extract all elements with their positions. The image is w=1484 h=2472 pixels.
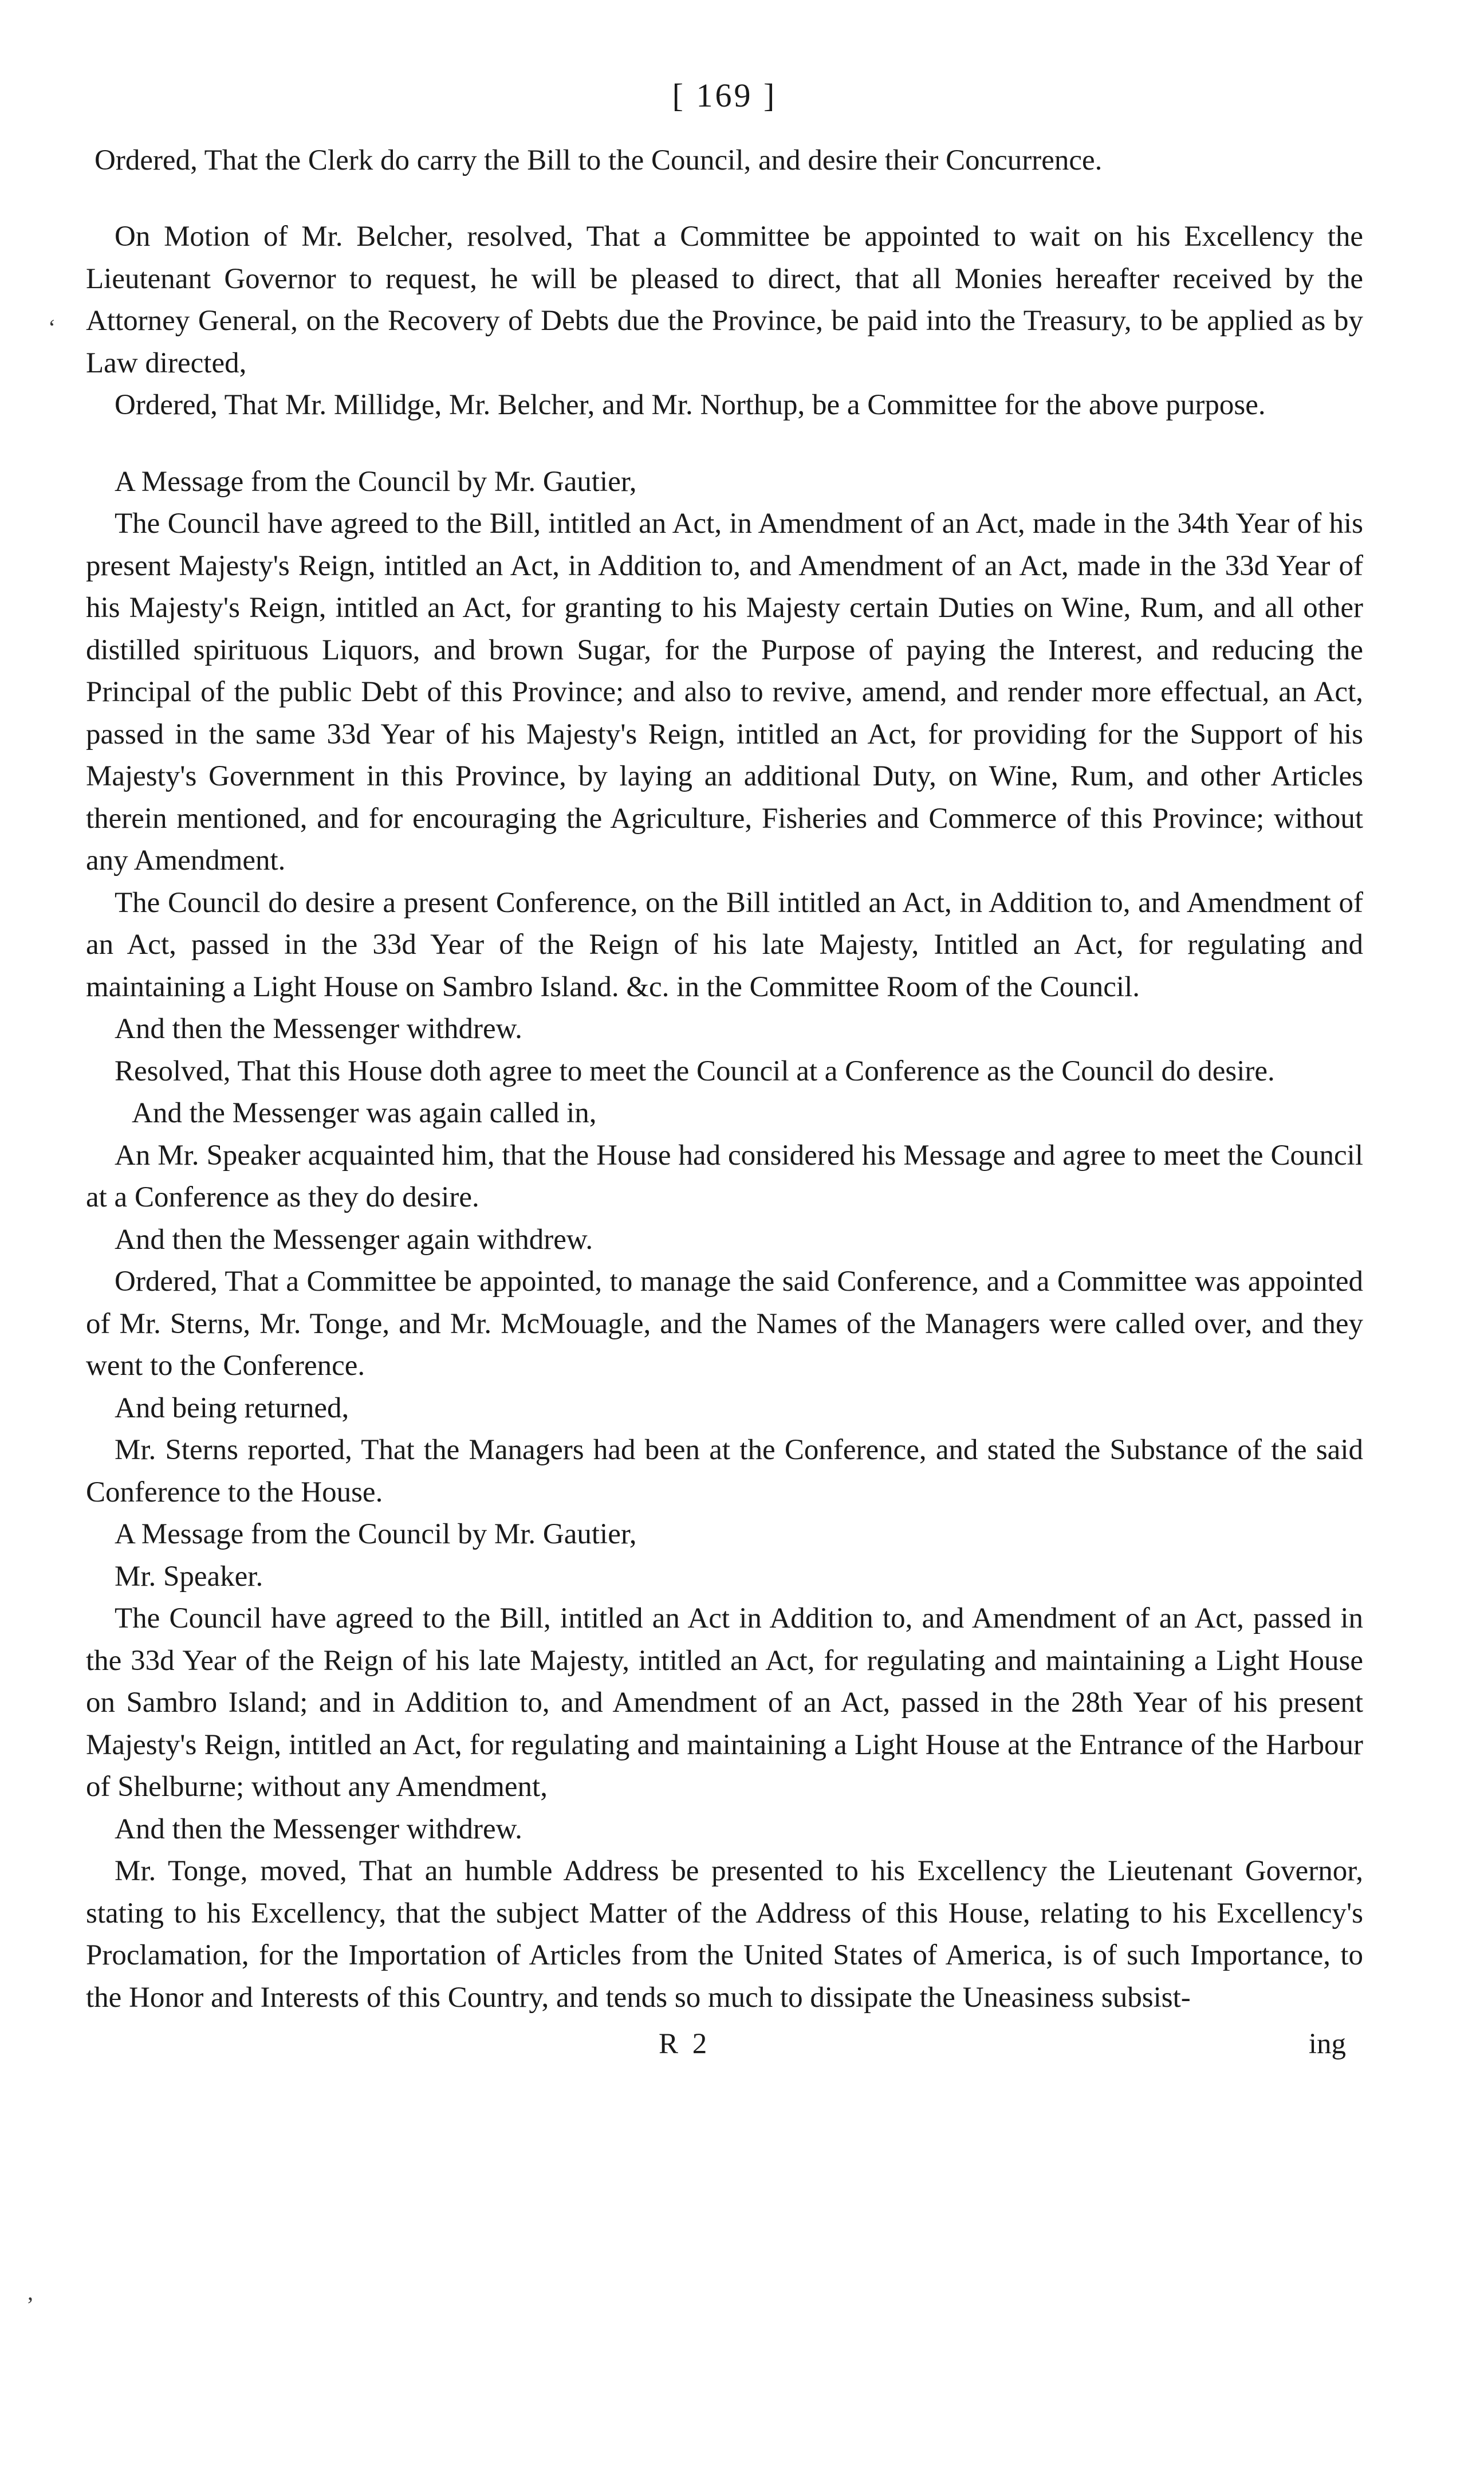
paragraph-messenger-withdrew-2: And then the Messenger withdrew. — [115, 1813, 522, 1845]
paragraph-messenger-withdrew: And then the Messenger withdrew. — [115, 1013, 522, 1045]
paragraph-messenger-called: And the Messenger was again called in, — [132, 1097, 597, 1129]
paragraph-being-returned: And being returned, — [115, 1392, 349, 1424]
paragraph-mr-speaker: Mr. Speaker. — [115, 1560, 263, 1593]
page-number: [ 169 ] — [672, 77, 777, 114]
margin-tick-mark: ’ — [26, 2292, 34, 2318]
paragraph-council-agreed-lighthouse: The Council have agreed to the Bill, intitled an Act in Addition to, and Amendment of an Act, passed in the 33d Year of the Reign of his late Majesty, intitled an Act, for regulating and maintaining a Light House on Sambro Island; and in Addition to, and Amendment of an Act, passed in the 28th Year of his present Majesty's Reign, intitled an Act, for regulating and maintaining a Light House at the Entrance of the Harbour of Shelburne; without any Amendment, — [86, 1602, 1363, 1803]
margin-tick-mark: ‘ — [48, 315, 56, 340]
document-page — [86, 74, 1363, 2064]
paragraph-council-agreed-duties: The Council have agreed to the Bill, intitled an Act, in Amendment of an Act, made in the 34th Year of his present Majesty's Reign, intitled an Act, in Addition to, and Amendment of an Act, made in the 33d Year of his Majesty's Reign, intitled an Act, for granting to his Majesty certain Duties on Wine, Rum, and all other distilled spirituous Liquors, and brown Sugar, for the Purpose of paying the Interest, and reducing the Principal of the public Debt of this Province; and also to revive, amend, and render more effectual, an Act, passed in the same 33d Year of his Majesty's Reign, intitled an Act, for providing for the Support of his Majesty's Government in this Province, by laying an additional Duty, on Wine, Rum, and other Articles therein mentioned, and for encouraging the Agriculture, Fisheries and Commerce of this Province; without any Amendment. — [86, 508, 1363, 877]
catchword: ing — [1308, 2028, 1346, 2060]
page-footer — [86, 2023, 1363, 2064]
signature-mark: R 2 — [659, 2028, 711, 2060]
paragraph-ordered-clerk: Ordered, That the Clerk do carry the Bill to the Council, and desire their Concurrence. — [95, 144, 1103, 176]
paragraph-resolved-meet: Resolved, That this House doth agree to meet the Council at a Conference as the Council do desire. — [115, 1055, 1275, 1087]
paragraph-messenger-again-withdrew: And then the Messenger again withdrew. — [115, 1223, 593, 1256]
paragraph-conference-request: The Council do desire a present Conference, on the Bill intitled an Act, in Addition to, and Amendment of an Act, passed in the 33d Year of the Reign of his late Majesty, Intitled an Act, for regulating and maintaining a Light House on Sambro Island. &c. in the Committee Room of the Council. — [86, 886, 1363, 1003]
paragraph-tonge-moved: Mr. Tonge, moved, That an humble Address be presented to his Excellency the Lieutenant Governor, stating to his Excellency, that the subject Matter of the Address of this House, relating to his Excellency's Proclamation, for the Importation of Articles from the United States of America, is of such Importance, to the Honor and Interests of this Country, and tends so much to dissipate the Uneasiness subsist- — [86, 1855, 1363, 2014]
paragraph-motion-belcher: On Motion of Mr. Belcher, resolved, That a Committee be appointed to wait on his Excellency the Lieutenant Governor to request, he will be pleased to direct, that all Monies hereafter received by the Attorney General, on the Recovery of Debts due the Province, be paid into the Treasury, to be applied as by Law directed, — [86, 221, 1363, 379]
paragraph-ordered-managers: Ordered, That a Committee be appointed, to manage the said Conference, and a Committee was appointed of Mr. Sterns, Mr. Tonge, and Mr. McMouagle, and the Names of the Managers were called over, and they went to the Conference. — [86, 1266, 1363, 1382]
paragraph-sterns-reported: Mr. Sterns reported, That the Managers had been at the Conference, and stated the Substance of the said Conference to the House. — [86, 1434, 1363, 1508]
paragraph-message-gautier: A Message from the Council by Mr. Gautier, — [115, 465, 637, 498]
paragraph-ordered-committee: Ordered, That Mr. Millidge, Mr. Belcher, and Mr. Northup, be a Committee for the above purpose. — [115, 389, 1266, 421]
paragraph-speaker-acquainted: An Mr. Speaker acquainted him, that the House had considered his Message and agree to meet the Council at a Conference as they do desire. — [86, 1139, 1363, 1213]
paragraph-message-gautier-2: A Message from the Council by Mr. Gautier, — [115, 1518, 637, 1550]
